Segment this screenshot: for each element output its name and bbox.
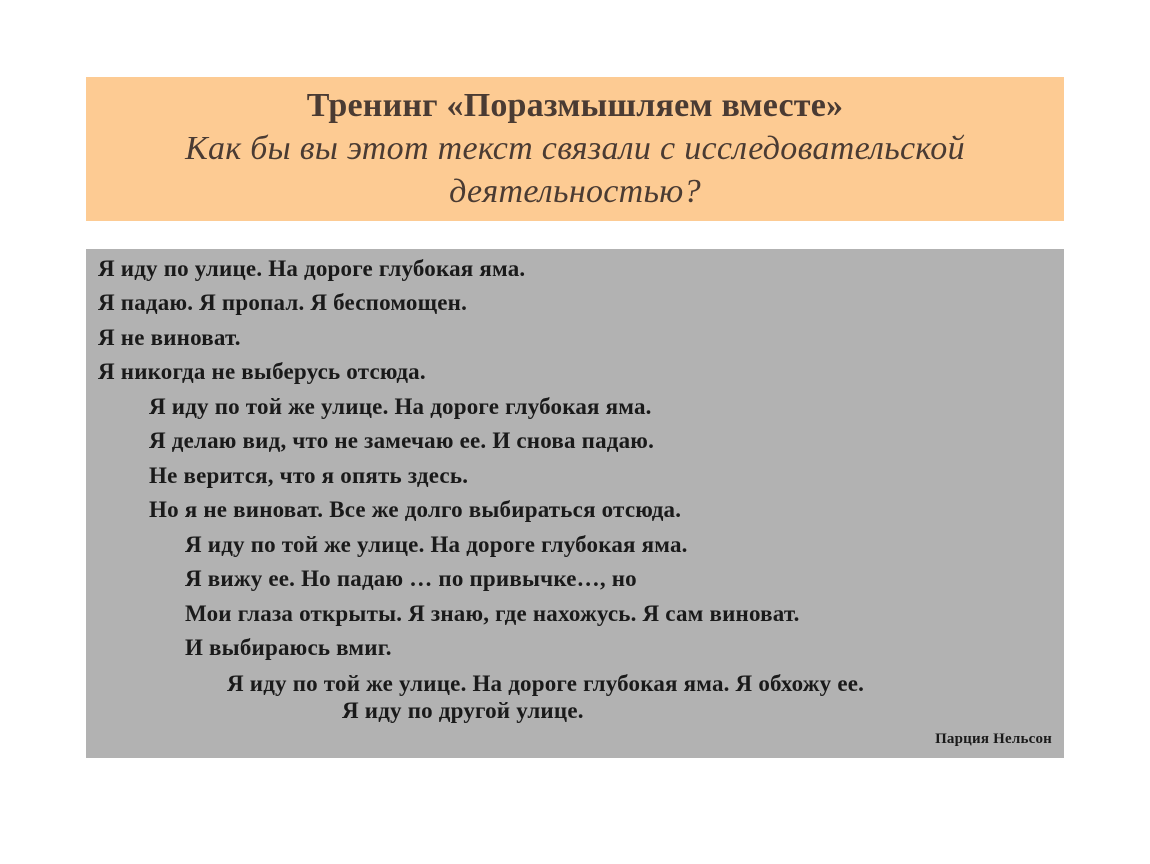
poem-line: Но я не виноват. Все же долго выбираться отсюда. bbox=[149, 497, 682, 522]
slide-title: Тренинг «Поразмышляем вместе» bbox=[306, 87, 844, 124]
poem-line: Я делаю вид, что не замечаю ее. И снова падаю. bbox=[149, 428, 655, 453]
poem-author: Парция Нельсон bbox=[935, 731, 1052, 747]
poem-line: Я иду по той же улице. На дороге глубокая яма. bbox=[149, 394, 652, 419]
poem-line: Я вижу ее. Но падаю … по привычке…, но bbox=[185, 566, 637, 591]
slide-subtitle-line-2: деятельностью? bbox=[449, 173, 701, 210]
title-banner bbox=[86, 77, 1064, 221]
poem-line: И выбираюсь вмиг. bbox=[185, 635, 392, 660]
poem-line: Я иду по той же улице. На дороге глубокая яма. Я обхожу ее. bbox=[227, 671, 865, 696]
poem-panel bbox=[86, 249, 1064, 758]
poem-line: Я иду по улице. На дороге глубокая яма. bbox=[98, 256, 526, 281]
poem-line: Я падаю. Я пропал. Я беспомощен. bbox=[98, 290, 468, 315]
poem-line: Я никогда не выберусь отсюда. bbox=[98, 359, 426, 384]
poem-line: Я не виноват. bbox=[98, 325, 241, 350]
poem-line: Мои глаза открыты. Я знаю, где нахожусь. Я сам виноват. bbox=[185, 601, 800, 626]
poem-line: Не верится, что я опять здесь. bbox=[149, 463, 469, 488]
poem-line: Я иду по другой улице. bbox=[342, 698, 584, 723]
poem-line: Я иду по той же улице. На дороге глубокая яма. bbox=[185, 532, 688, 557]
slide-subtitle-line-1: Как бы вы этот текст связали с исследовательской bbox=[185, 130, 965, 167]
